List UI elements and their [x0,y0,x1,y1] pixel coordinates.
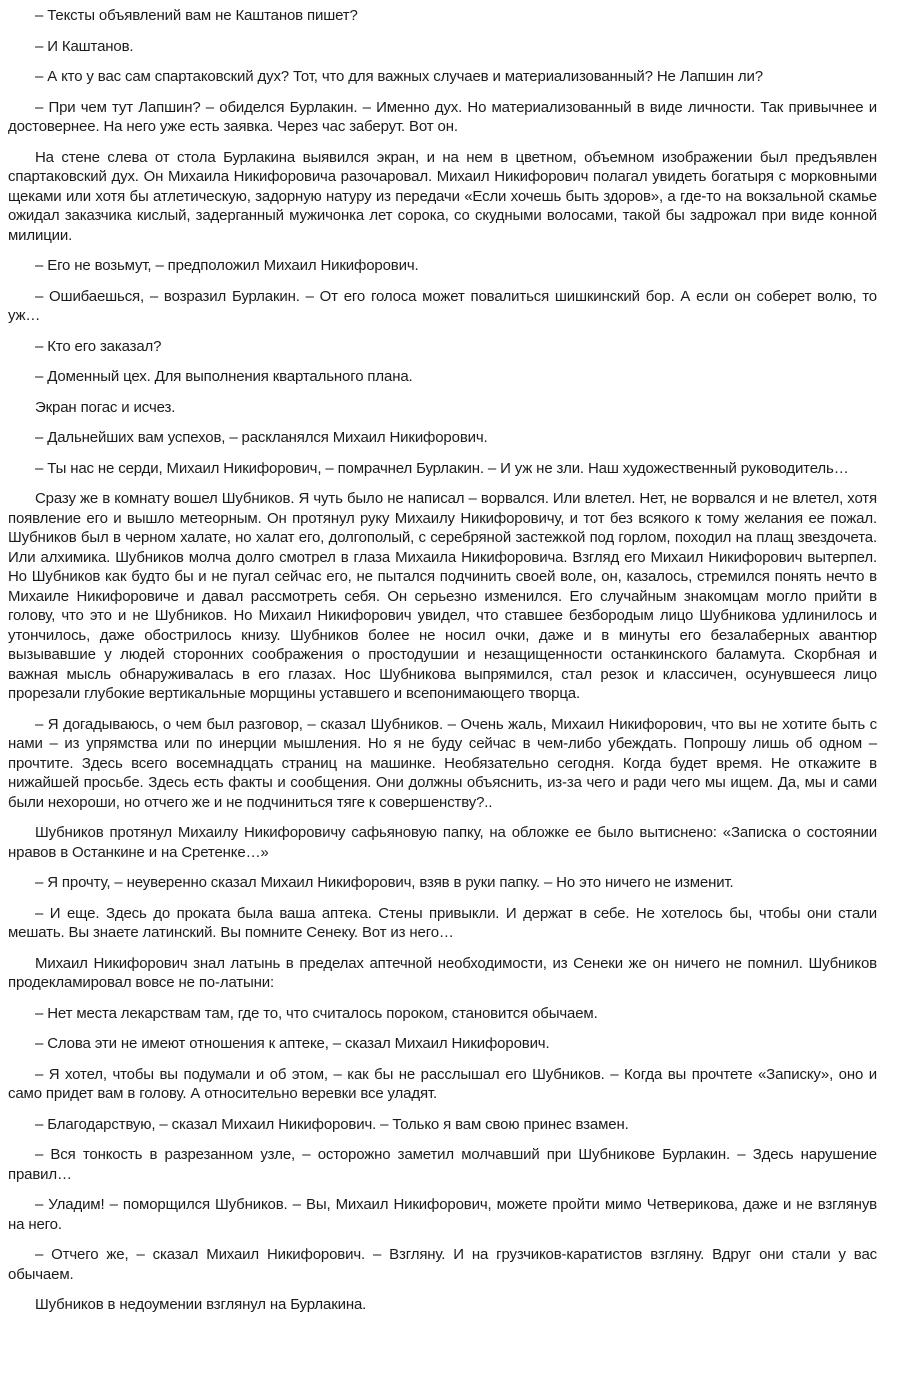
paragraph: – Я прочту, – неуверенно сказал Михаил Никифорович, взяв в руки папку. – Но это ничего не изменит. [35,874,734,891]
paragraph: Сразу же в комнату вошел Шубников. Я чуть было не написал – ворвался. Или влетел. Нет, не ворвался и не влетел, хотя появление его и вышло метеорным. Он протянул руку Михаилу Никифоровичу, и тот без всякого к тому желания ее пожал. Шубников был в черном халате, но халат его, долгополый, с серебряной застежкой под горлом, походил на плащ звездочета. Или алхимика. Шубников молча долго смотрел в глаза Михаила Никифоровича. Взгляд его Михаил Никифорович вытерпел. Но Шубников как будто бы и не пугал сейчас его, не пытался подчинить своей воле, он, казалось, стремился понять нечто в Михаиле Никифоровиче и давал рассмотреть себя. Он серьезно изменился. Его случайным знакомцам могло прийти в голову, что это и не Шубников. Но Михаил Никифорович увидел, что ставшее безбородым лицо Шубникова удлинилось и утончилось, даже обострилось книзу. Шубников более не носил очки, даже и в минуты его безалаберных авантюр вызывавшие у людей сторонних соображения о простодушии и незащищенности останкинского баламута. Скорбная и важная мысль обнаруживалась в его глазах. Нос Шубникова выпрямился, стал резок и классичен, осунувшееся лицо прорезали глубокие вертикальные морщины уставшего и всепонимающего творца. [8,490,877,702]
paragraph: Михаил Никифорович знал латынь в пределах аптечной необходимости, из Сенеки же он ничего не помнил. Шубников продекламировал вовсе не по-латыни: [8,954,877,991]
paragraph: Шубников в недоумении взглянул на Бурлакина. [35,1296,367,1313]
paragraph: – Дальнейших вам успехов, – раскланялся Михаил Никифорович. [35,429,488,446]
paragraph: – Ты нас не серди, Михаил Никифорович, – помрачнел Бурлакин. – И уж не зли. Наш художественный руководитель… [35,459,849,477]
paragraph: – Ошибаешься, – возразил Бурлакин. – От его голоса может повалиться шишкинский бор. А если он соберет волю, то уж… [8,287,877,324]
paragraph: – При чем тут Лапшин? – обиделся Бурлакин. – Именно дух. Но материализованный в виде личности. Так привычнее и достовернее. На него уже есть заявка. Через час заберут. Вот он. [8,98,877,135]
paragraph: – Я догадываюсь, о чем был разговор, – сказал Шубников. – Очень жаль, Михаил Никифорович, что вы не хотите быть с нами – из упрямства или по инерции мышления. Но я не буду сейчас в чем-либо убеждать. Попрошу лишь об одном – прочтите. Здесь всего восемнадцать страниц на машинке. Необязательно сегодня. Когда будет время. Не откажите в нижайшей просьбе. Здесь есть факты и сообщения. Они должны объяснить, из-за чего и ради чего мы ищем. Да, мы и сами были нехороши, но отчего же и не подчиниться тяге к совершенству?.. [8,715,877,811]
paragraph: – Вся тонкость в разрезанном узле, – осторожно заметил молчавший при Шубникове Бурлакин. – Здесь нарушение правил… [8,1146,877,1183]
paragraph: – Доменный цех. Для выполнения квартального плана. [35,368,413,385]
paragraph: – Тексты объявлений вам не Каштанов пишет? [35,7,358,24]
paragraph: – Уладим! – поморщился Шубников. – Вы, Михаил Никифорович, можете пройти мимо Четверикова, даже и не взглянув на него. [8,1196,877,1233]
paragraph: На стене слева от стола Бурлакина выявился экран, и на нем в цветном, объемном изображении был предъявлен спартаковский дух. Он Михаила Никифоровича разочаровал. Михаил Никифорович полагал увидеть богатыря с морковными щеками или хотя бы атлетическую, задорную натуру из передачи «Если хочешь быть здоров», а где-то на вокзальной скамье ожидал заказчика кислый, задерганный мужичонка лет сорока, со скудными волосами, такой бы задрожал при виде конной милиции. [8,148,877,244]
paragraph: – Кто его заказал? [35,337,162,355]
paragraph: – И еще. Здесь до проката была ваша аптека. Стены привыкли. И держат в себе. Не хотелось бы, чтобы они стали мешать. Вы знаете латинский. Вы помните Сенеку. Вот из него… [8,904,877,941]
paragraph: – Отчего же, – сказал Михаил Никифорович. – Взгляну. И на грузчиков-каратистов взгляну. Вдруг они стали у вас обычаем. [8,1246,877,1283]
paragraph: – Нет места лекарствам там, где то, что считалось пороком, становится обычаем. [35,1004,598,1022]
paragraph: Экран погас и исчез. [35,398,176,416]
paragraph: – Его не возьмут, – предположил Михаил Никифорович. [35,257,419,274]
paragraph: – А кто у вас сам спартаковский дух? Тот, что для важных случаев и материализованный? Не Лапшин ли? [35,68,763,85]
paragraph: Шубников протянул Михаилу Никифоровичу сафьяновую папку, на обложке ее было вытиснено: «Записка о состоянии нравов в Останкине и на Сретенке…» [8,824,877,861]
text-content [8,6,877,1315]
paragraph: – Слова эти не имеют отношения к аптеке, – сказал Михаил Никифорович. [35,1035,550,1052]
paragraph: – И Каштанов. [35,37,134,55]
paragraph: – Благодарствую, – сказал Михаил Никифорович. – Только я вам свою принес взамен. [35,1115,629,1133]
paragraph: – Я хотел, чтобы вы подумали и об этом, – как бы не расслышал его Шубников. – Когда вы прочтете «Записку», оно и само придет вам в голову. А относительно веревки все уладят. [8,1065,877,1102]
